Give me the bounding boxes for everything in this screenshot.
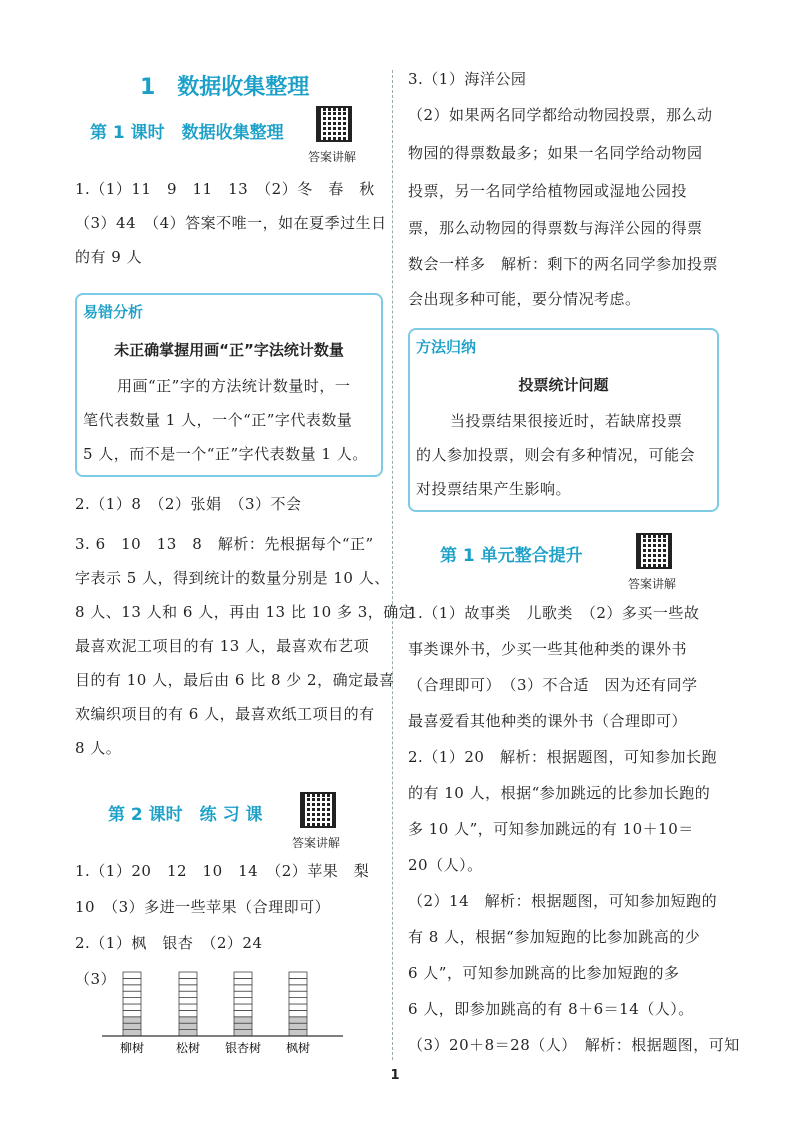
answer-line: 1.（1）故事类 儿歌类 （2）多买一些故 xyxy=(408,604,700,622)
answer-line: （3）20＋8＝28（人） 解析：根据题图，可知 xyxy=(408,1036,740,1054)
answer-line: 1.（1）11 9 11 13 （2）冬 春 秋 xyxy=(75,180,375,198)
mistake-analysis-box xyxy=(75,293,383,477)
lesson-2-title: 第 2 课时 练 习 课 xyxy=(108,805,263,825)
figure-cell xyxy=(179,1023,197,1029)
answer-line: （2）如果两名同学都给动物园投票，那么动 xyxy=(408,106,713,124)
figure-cell xyxy=(123,998,141,1004)
figure-cell xyxy=(123,991,141,997)
box-line: 笔代表数量 1 人，一个“正”字代表数量 xyxy=(83,411,353,429)
answer-line: 6 人，即参加跳高的有 8＋6＝14（人）。 xyxy=(408,1000,694,1018)
qr-label: 答案讲解 xyxy=(628,577,677,591)
answer-line: 8 人、13 人和 6 人，再由 13 比 10 多 3，确定 xyxy=(75,603,415,621)
answer-line: 目的有 10 人，最后由 6 比 8 少 2，确定最喜 xyxy=(75,671,395,689)
figure-cell xyxy=(234,1004,252,1010)
figure-cell xyxy=(289,985,307,991)
figure-label: 柳树 xyxy=(119,1041,145,1055)
answer-line: 投票，另一名同学给植物园或湿地公园投 xyxy=(408,182,688,200)
answer-line: （合理即可） （3）不合适 因为还有同学 xyxy=(408,676,698,694)
figure-cell xyxy=(123,1010,141,1016)
answer-line: 2.（1）20 解析：根据题图，可知参加长跑 xyxy=(408,748,717,766)
figure-cell xyxy=(179,978,197,984)
figure-cell xyxy=(234,972,252,978)
answer-line: 的有 10 人，根据“参加跳远的比参加长跑的 xyxy=(408,784,711,802)
figure-cell xyxy=(179,972,197,978)
answer-line: （3）44 （4）答案不唯一，如在夏季过生日 xyxy=(75,214,387,232)
figure-cell xyxy=(123,972,141,978)
figure-cell xyxy=(234,1017,252,1023)
box-title: 未正确掌握用画“正”字法统计数量 xyxy=(114,341,344,359)
answer-line: 票，那么动物园的得票数与海洋公园的得票 xyxy=(408,219,703,237)
box-line: 5 人，而不是一个“正”字代表数量 1 人。 xyxy=(83,445,368,463)
answer-line: （3） xyxy=(75,970,117,988)
chapter-title: 1 数据收集整理 xyxy=(140,75,310,100)
qr-label: 答案讲解 xyxy=(308,150,357,164)
answer-line: 欢编织项目的有 6 人，最喜欢纸工项目的有 xyxy=(75,705,375,723)
answer-line: 2.（1）8 （2）张娟 （3）不会 xyxy=(75,495,302,513)
answer-line: 6 人”，可知参加跳高的比参加短跑的多 xyxy=(408,964,680,982)
figure-cell xyxy=(179,998,197,1004)
figure-cell xyxy=(179,985,197,991)
figure-cell xyxy=(234,978,252,984)
figure-cell xyxy=(179,991,197,997)
figure-cell xyxy=(123,1023,141,1029)
figure-label: 松树 xyxy=(175,1041,201,1055)
answer-line: 最喜爱看其他种类的课外书（合理即可） xyxy=(408,712,688,730)
figure-cell xyxy=(289,1017,307,1023)
box-line: 当投票结果很接近时，若缺席投票 xyxy=(450,412,683,430)
answer-line: （2）14 解析：根据题图，可知参加短跑的 xyxy=(408,892,718,910)
figure-cell xyxy=(289,1004,307,1010)
figure-cell xyxy=(289,991,307,997)
box-tag: 方法归纳 xyxy=(416,338,477,356)
answer-line: 事类课外书，少买一些其他种类的课外书 xyxy=(408,640,688,658)
figure-label: 银杏树 xyxy=(224,1041,262,1055)
figure-cell xyxy=(123,1004,141,1010)
box-line: 用画“正”字的方法统计数量时，一 xyxy=(117,377,351,395)
page-number: 1 xyxy=(390,1068,400,1083)
answer-line: 数会一样多 解析：剩下的两名同学参加投票 xyxy=(408,255,719,273)
answer-line: 会出现多种可能，要分情况考虑。 xyxy=(408,290,641,308)
answer-line: 3. 6 10 13 8 解析：先根据每个“正” xyxy=(75,535,374,553)
answer-line: 多 10 人”，可知参加跳远的有 10＋10＝ xyxy=(408,820,694,838)
answer-line: 的有 9 人 xyxy=(75,248,143,266)
figure-cell xyxy=(289,1010,307,1016)
figure-cell xyxy=(289,1030,307,1036)
figure-cell xyxy=(234,1023,252,1029)
answer-line: 物园的得票数最多；如果一名同学给动物园 xyxy=(408,144,703,162)
answer-line: 1.（1）20 12 10 14 （2）苹果 梨 xyxy=(75,862,370,880)
answer-line: 8 人。 xyxy=(75,739,122,757)
figure-cell xyxy=(289,998,307,1004)
figure-cell xyxy=(179,1010,197,1016)
figure-cell xyxy=(234,985,252,991)
box-tag: 易错分析 xyxy=(83,303,144,321)
figure-cell xyxy=(234,991,252,997)
unit-review-title: 第 1 单元整合提升 xyxy=(440,546,583,566)
answer-line: 字表示 5 人，得到统计的数量分别是 10 人、 xyxy=(75,569,390,587)
figure-cell xyxy=(123,1030,141,1036)
figure-cell xyxy=(123,985,141,991)
qr-code-icon xyxy=(316,106,352,142)
figure-cell xyxy=(179,1017,197,1023)
figure-cell xyxy=(179,1030,197,1036)
answer-line: 10 （3）多进一些苹果（合理即可） xyxy=(75,898,331,916)
box-line: 的人参加投票，则会有多种情况，可能会 xyxy=(416,446,696,464)
qr-code-icon xyxy=(636,533,672,569)
box-title: 投票统计问题 xyxy=(518,376,609,394)
figure-cell xyxy=(123,978,141,984)
answer-line: 2.（1）枫 银杏 （2）24 xyxy=(75,934,263,952)
answer-line: 20（人）。 xyxy=(408,856,483,874)
qr-code-icon xyxy=(300,792,336,828)
figure-cell xyxy=(289,1023,307,1029)
figure-label: 枫树 xyxy=(285,1041,311,1055)
figure-cell xyxy=(234,1010,252,1016)
tree-stack-figure xyxy=(100,964,345,1056)
column-divider xyxy=(392,70,393,1060)
figure-cell xyxy=(234,998,252,1004)
method-summary-box xyxy=(408,328,719,512)
answer-line: 最喜欢泥工项目的有 13 人，最喜欢布艺项 xyxy=(75,637,370,655)
figure-cell xyxy=(234,1030,252,1036)
answer-line: 有 8 人，根据“参加短跑的比参加跳高的少 xyxy=(408,928,701,946)
figure-cell xyxy=(123,1017,141,1023)
lesson-1-title: 第 1 课时 数据收集整理 xyxy=(90,123,284,143)
figure-cell xyxy=(289,978,307,984)
answer-line: 3.（1）海洋公园 xyxy=(408,70,527,88)
qr-label: 答案讲解 xyxy=(292,836,341,850)
figure-cell xyxy=(289,972,307,978)
figure-cell xyxy=(179,1004,197,1010)
box-line: 对投票结果产生影响。 xyxy=(416,480,572,498)
